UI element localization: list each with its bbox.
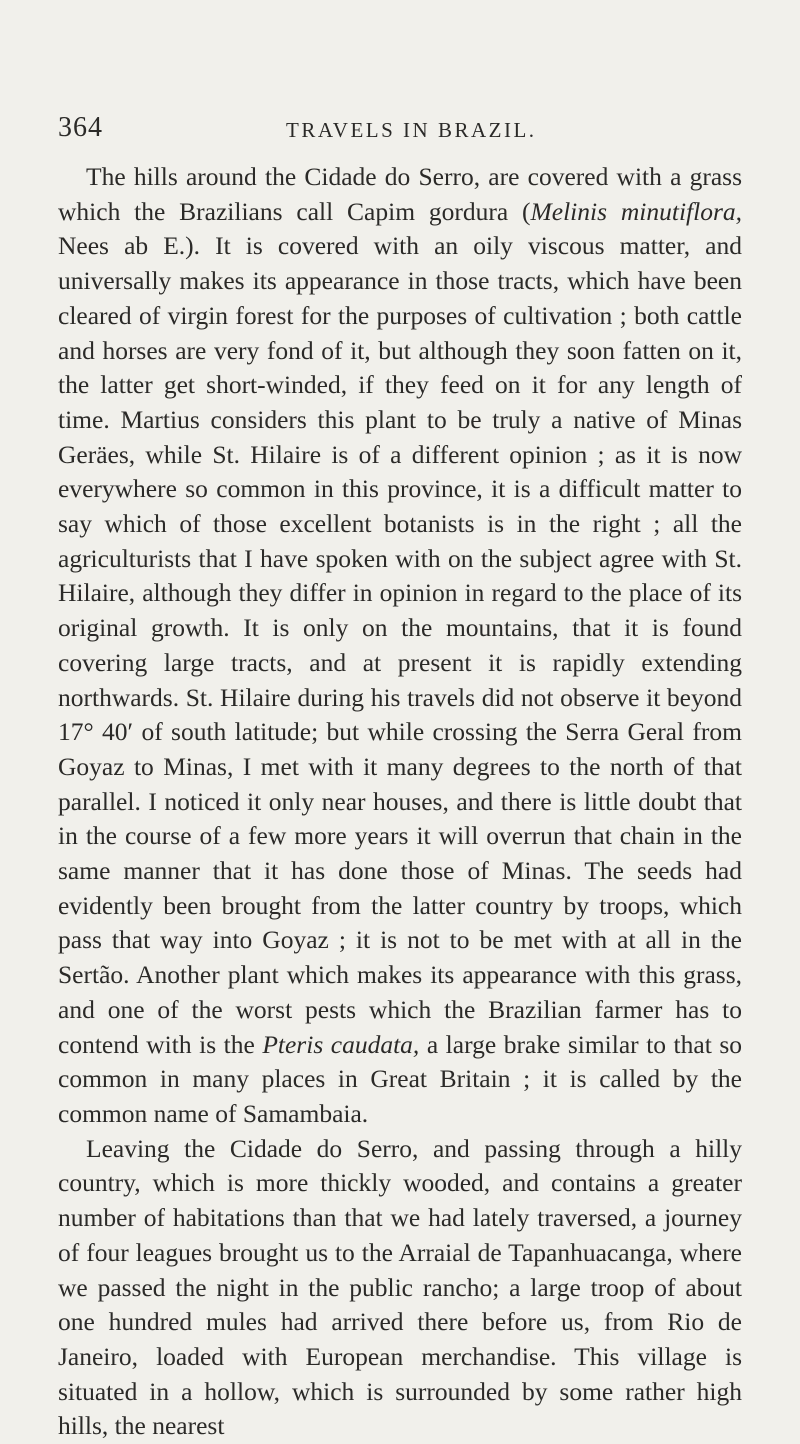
running-head <box>58 112 742 152</box>
text-segment: a large brake similar to that so common in many places in Great Britain ; it is called by the common name of Samambaia. <box>58 1029 742 1128</box>
text-segment: The hills around the Cidade do Serro, are covered with a grass which the Brazilians call Capim gordura ( <box>58 162 742 226</box>
species-name: Melinis minutiflora, <box>530 196 743 226</box>
paragraph-journey <box>58 1132 742 1444</box>
body-text <box>58 160 742 1444</box>
species-name: Pteris caudata, <box>262 1029 420 1059</box>
page-number: 364 <box>58 112 103 143</box>
text-segment: Leaving the Cidade do Serro, and passing through a hilly country, which is more thickly wooded, and contains a greater number of habitations than that we had lately traversed, a journey of four leagues brought us to the Arraial de Tapanhuacanga, where we passed the night in the public rancho; a large troop of about one hundred mules had arrived there before us, from Rio de Janeiro, loaded with European merchandise. This village is situated in a hollow, which is surrounded by some rather high hills, the nearest <box>58 1133 742 1441</box>
paragraph-grass <box>58 160 742 1132</box>
text-segment: Nees ab E.). It is covered with an oily viscous matter, and universally makes its appearance in those tracts, which have been cleared of virgin forest for the purposes of cultivation ; both cattle and horses are very fond of it, but although they soon fatten on it, the latter get short-winded, if they feed on it for any length of time. Martius considers this plant to be truly a native of Minas Geräes, while St. Hilaire is of a different opinion ; as it is now everywhere so common in this province, it is a difficult matter to say which of those excellent botanists is in the right ; all the agriculturists that I have spoken with on the subject agree with St. Hilaire, although they differ in opinion in regard to the place of its original growth. It is only on the mountains, that it is found covering large tracts, and at present it is rapidly extending northwards. St. Hilaire during his travels did not observe it beyond 17° 40′ of south latitude; but while crossing the Serra Geral from Goyaz to Minas, I met with it many degrees to the north of that parallel. I noticed it only near houses, and there is little doubt that in the course of a few more years it will overrun that chain in the same manner that it has done those of Minas. The seeds had evidently been brought from the latter country by troops, which pass that way into Goyaz ; it is not to be met with at all in the Sertão. Another plant which makes its appearance with this grass, and one of the worst pests which the Brazilian farmer has to contend with is the <box>58 231 742 1059</box>
running-title: TRAVELS IN BRAZIL. <box>286 118 537 142</box>
